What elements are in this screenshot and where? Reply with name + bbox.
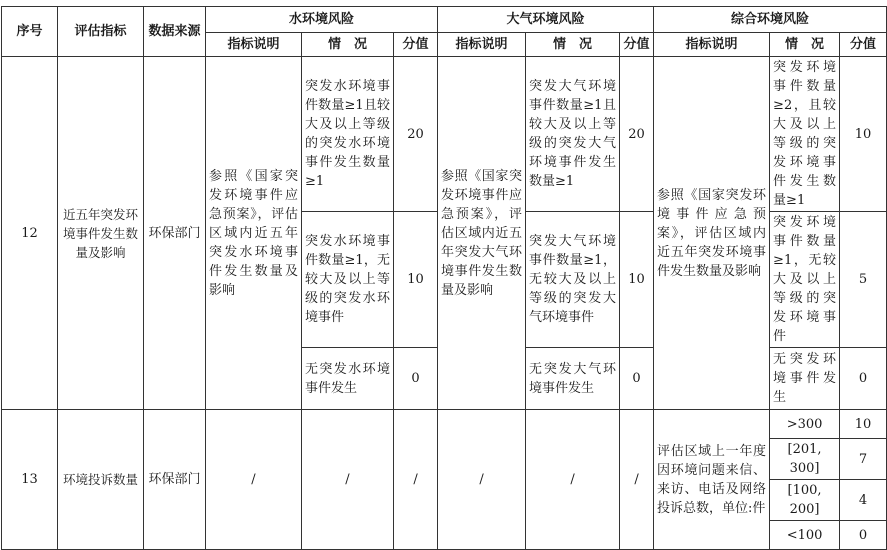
row12-water-situation-1: 突发水环境事件数量≥1且较大及以上等级的突发水环境事件发生数量≥1: [302, 57, 394, 212]
table-row: [2, 410, 887, 439]
row13-combined-score-1: 10: [840, 410, 887, 439]
row12-air-situation-3: 无突发大气环境事件发生: [526, 348, 620, 410]
row12-water-situation-2: 突发水环境事件数量≥1，无较大及以上等级的突发水环境事件: [302, 212, 394, 348]
row12-seq: 12: [2, 57, 58, 410]
row12-air-situation-1: 突发大气环境事件数量≥1且较大及以上等级的突发大气环境事件发生数量≥1: [526, 57, 620, 212]
row12-water-desc: 参照《国家突发环境事件应急预案》，评估区域内近五年突发水环境事件发生数量及影响: [206, 57, 302, 410]
row13-water-score: /: [394, 410, 438, 550]
row13-combined-score-3: 4: [840, 480, 887, 521]
table-row: [2, 57, 887, 212]
header-air: 大气环境风险: [438, 7, 654, 33]
row12-air-score-2: 10: [620, 212, 654, 348]
row12-air-score-1: 20: [620, 57, 654, 212]
row13-air-situation: /: [526, 410, 620, 550]
row12-combined-situation-2: 突发环境事件数量≥1，无较大及以上等级的突发环境事件: [770, 212, 840, 348]
header-air-desc: 指标说明: [438, 33, 526, 57]
row12-combined-score-1: 10: [840, 57, 887, 212]
header-water-situation: 情 况: [302, 33, 394, 57]
row13-air-desc: /: [438, 410, 526, 550]
header-indicator: 评估指标: [58, 7, 144, 57]
row12-combined-score-3: 0: [840, 348, 887, 410]
row12-indicator: 近五年突发环境事件发生数量及影响: [58, 57, 144, 410]
row12-air-situation-2: 突发大气环境事件数量≥1，无较大及以上等级的突发大气环境事件: [526, 212, 620, 348]
header-water-desc: 指标说明: [206, 33, 302, 57]
header-air-situation: 情 况: [526, 33, 620, 57]
row12-water-score-1: 20: [394, 57, 438, 212]
row13-combined-situation-4: <100: [770, 521, 840, 550]
header-water: 水环境风险: [206, 7, 438, 33]
row13-combined-situation-1: >300: [770, 410, 840, 439]
row12-combined-situation-3: 无突发环境事件发生: [770, 348, 840, 410]
row13-combined-desc: 评估区域上一年度因环境问题来信、来访、电话及网络投诉总数，单位:件: [654, 410, 770, 550]
risk-assessment-table: [1, 6, 887, 550]
header-seq: 序号: [2, 7, 58, 57]
row12-combined-score-2: 5: [840, 212, 887, 348]
row12-water-score-3: 0: [394, 348, 438, 410]
row13-combined-score-2: 7: [840, 439, 887, 480]
row13-combined-situation-2: [201, 300]: [770, 439, 840, 480]
header-row-1: [2, 7, 887, 33]
row13-combined-score-4: 0: [840, 521, 887, 550]
row13-water-desc: /: [206, 410, 302, 550]
header-combined: 综合环境风险: [654, 7, 887, 33]
header-combined-score: 分值: [840, 33, 887, 57]
row12-source: 环保部门: [144, 57, 206, 410]
row13-source: 环保部门: [144, 410, 206, 550]
row13-water-situation: /: [302, 410, 394, 550]
row12-water-situation-3: 无突发水环境事件发生: [302, 348, 394, 410]
header-source: 数据来源: [144, 7, 206, 57]
row13-air-score: /: [620, 410, 654, 550]
header-combined-situation: 情 况: [770, 33, 840, 57]
header-combined-desc: 指标说明: [654, 33, 770, 57]
row13-indicator: 环境投诉数量: [58, 410, 144, 550]
row12-combined-desc: 参照《国家突发环境事件应急预案》，评估区域内近五年突发环境事件发生数量及影响: [654, 57, 770, 410]
row12-combined-situation-1: 突发环境事件数量≥2，且较大及以上等级的突发环境事件发生数量≥1: [770, 57, 840, 212]
header-water-score: 分值: [394, 33, 438, 57]
row12-water-score-2: 10: [394, 212, 438, 348]
row13-combined-situation-3: [100, 200]: [770, 480, 840, 521]
row12-air-desc: 参照《国家突发环境事件应急预案》，评估区域内近五年突发大气环境事件发生数量及影响: [438, 57, 526, 410]
row12-air-score-3: 0: [620, 348, 654, 410]
header-air-score: 分值: [620, 33, 654, 57]
row13-seq: 13: [2, 410, 58, 550]
